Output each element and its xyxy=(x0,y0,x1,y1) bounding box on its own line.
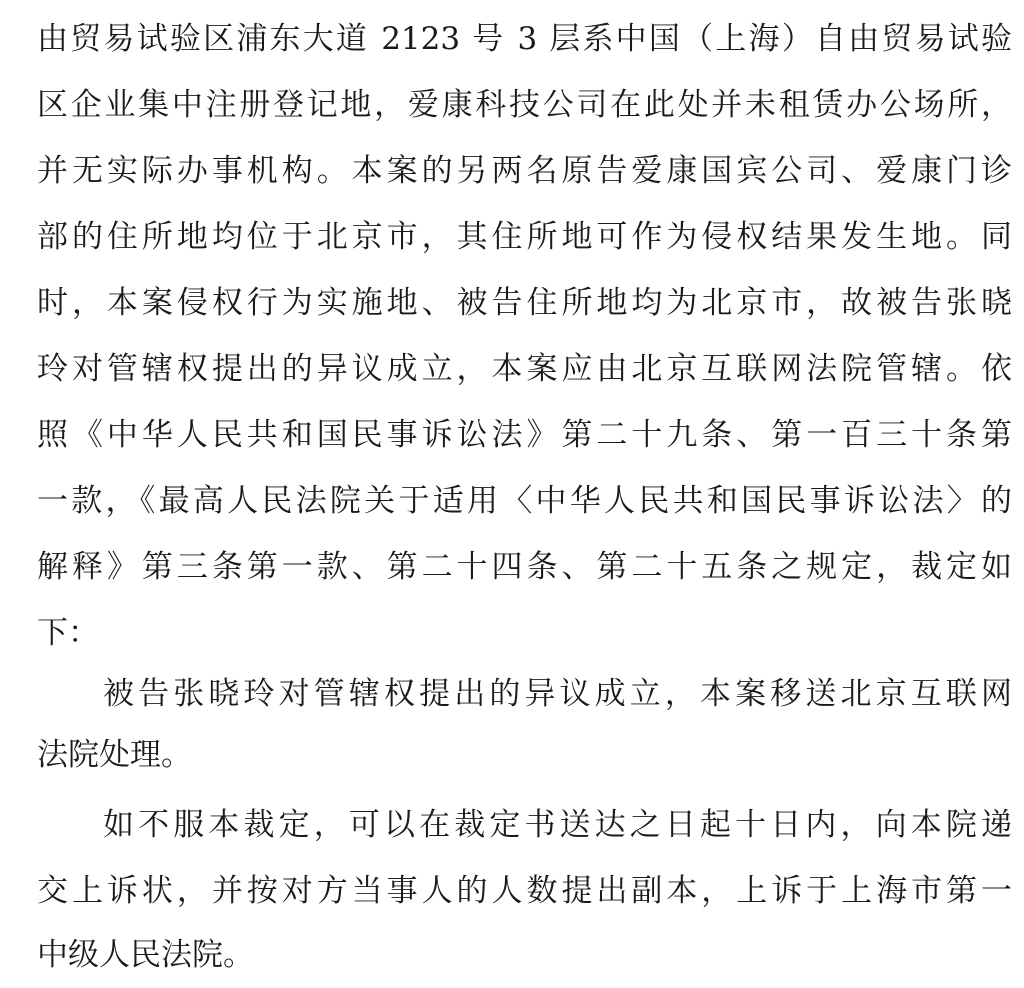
text-line-12: 法院处理。 xyxy=(37,737,192,773)
text-line-9: 解释》第三条第一款、第二十四条、第二十五条之规定，裁定如 xyxy=(37,549,1012,585)
text-line-13: 如不服本裁定，可以在裁定书送达之日起十日内，向本院递 xyxy=(103,807,1012,843)
text-line-1: 由贸易试验区浦东大道 2123 号 3 层系中国（上海）自由贸易试验 xyxy=(37,21,1012,57)
text-line-14: 交上诉状，并按对方当事人的人数提出副本，上诉于上海市第一 xyxy=(37,873,1012,909)
text-line-7: 照《中华人民共和国民事诉讼法》第二十九条、第一百三十条第 xyxy=(37,417,1012,453)
text-line-8: 一款，《最高人民法院关于适用〈中华人民共和国民事诉讼法〉的 xyxy=(37,483,1012,519)
text-line-10: 下： xyxy=(37,615,99,651)
text-line-2: 区企业集中注册登记地，爱康科技公司在此处并未租赁办公场所， xyxy=(37,87,1012,123)
text-line-6: 玲对管辖权提出的异议成立，本案应由北京互联网法院管辖。依 xyxy=(37,351,1012,387)
text-line-3: 并无实际办事机构。本案的另两名原告爱康国宾公司、爱康门诊 xyxy=(37,153,1012,189)
text-line-5: 时，本案侵权行为实施地、被告住所地均为北京市，故被告张晓 xyxy=(37,285,1012,321)
text-line-15: 中级人民法院。 xyxy=(37,937,254,973)
text-line-11: 被告张晓玲对管辖权提出的异议成立，本案移送北京互联网 xyxy=(103,676,1012,712)
text-line-4: 部的住所地均位于北京市，其住所地可作为侵权结果发生地。同 xyxy=(37,219,1012,255)
